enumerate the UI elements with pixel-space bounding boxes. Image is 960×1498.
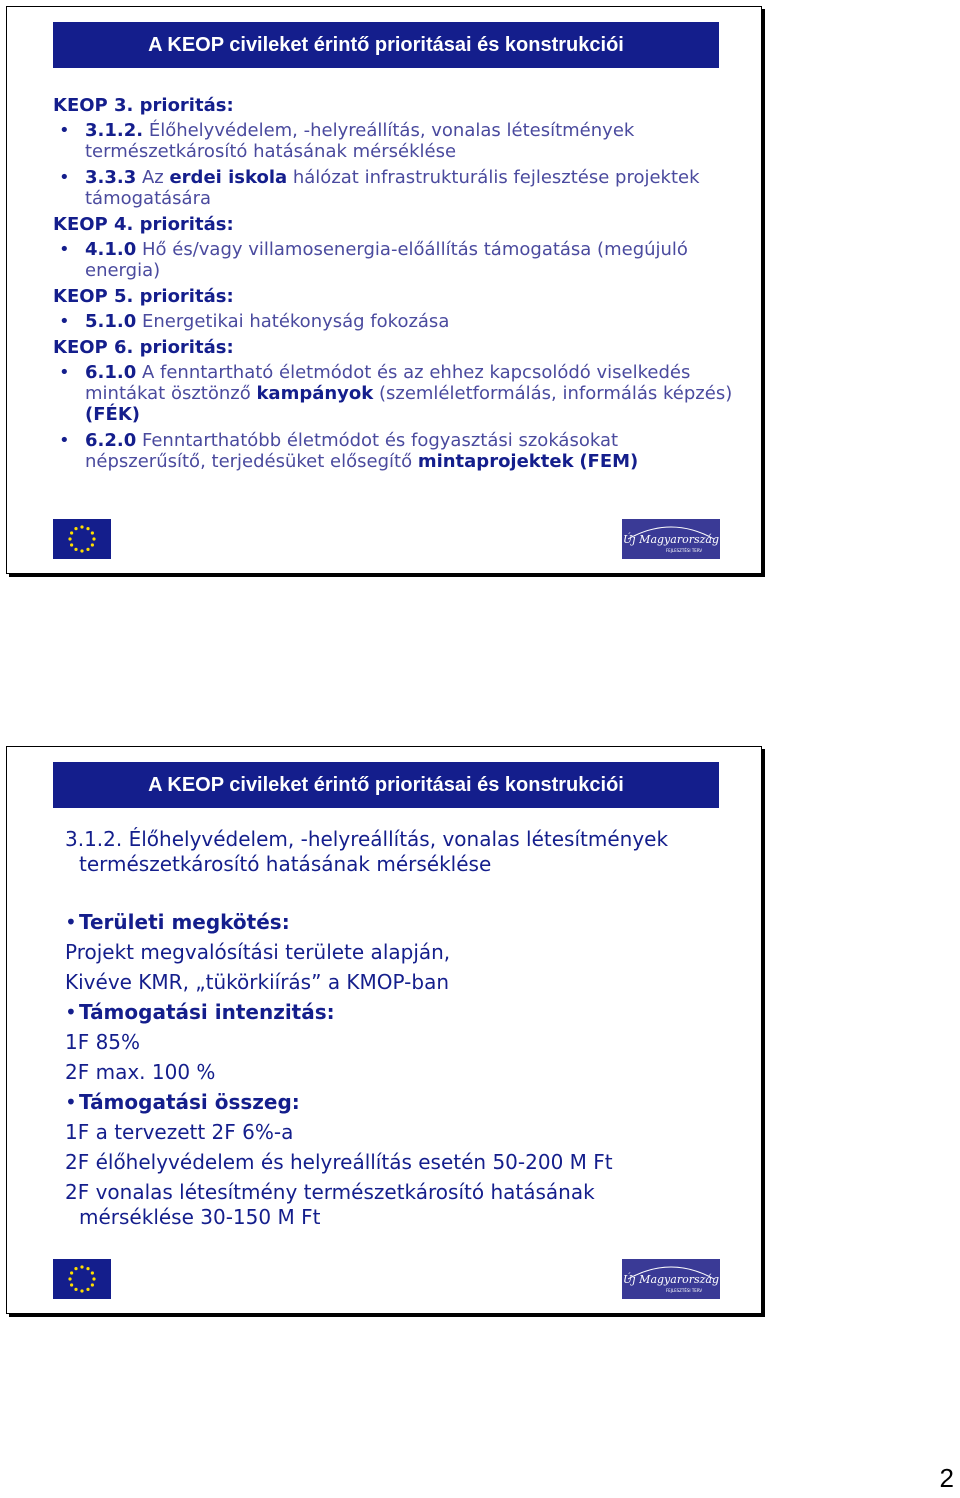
item-number: 4.1.0 [85,239,137,260]
list-item [53,167,733,209]
priority-heading: KEOP 5. prioritás: [53,286,234,307]
eu-star [70,543,73,546]
item-number: 3.1.2. [85,120,144,141]
bullet-row: • Területi megkötés: [65,910,290,934]
item-text: mintaprojektek [417,451,574,472]
item-text: (FEM) [579,451,639,472]
eu-star [91,1283,94,1286]
item-text: (szemléletformálás, informálás képzés) [373,383,733,404]
slide-title: A KEOP civileket érintő prioritásai és konstrukciói [53,22,719,68]
item-text: (FÉK) [85,404,140,425]
slide-content [53,91,733,477]
svg-text:Új Magyarország: Új Magyarország [623,533,719,546]
eu-star [86,1267,89,1270]
text-line: 2F élőhelyvédelem és helyreállítás esetén 50-200 M Ft [65,1150,613,1174]
item-text: Az [136,167,170,188]
bullet-row: • Támogatási összeg: [65,1090,300,1114]
uj-magyarorszag-logo [622,519,720,559]
text-line: 2F vonalas létesítmény természetkárosító hatásának [65,1180,595,1204]
item-text: Hő és/vagy villamosenergia-előállítás támogatása (megújuló energia) [85,239,688,281]
svg-text:FEJLESZTÉSI TERV: FEJLESZTÉSI TERV [665,548,703,553]
text-line: 1F 85% [65,1030,141,1054]
lead-line: természetkárosító hatásának mérséklése [79,852,492,876]
item-text: Energetikai hatékonyság fokozása [136,311,450,332]
list-item [53,239,733,281]
item-number: 6.1.0 [85,362,137,383]
slide-content [65,827,745,1230]
bullet-icon: • [59,311,70,332]
text-line: Projekt megvalósítási területe alapján, [65,940,451,964]
eu-star [80,1289,83,1292]
eu-star [86,527,89,530]
eu-flag-icon [53,1259,111,1299]
text-line: mérséklése 30-150 M Ft [79,1205,321,1229]
eu-star [91,543,94,546]
lead-line: 3.1.2. Élőhelyvédelem, -helyreállítás, vonalas létesítmények [65,827,669,851]
eu-star [70,531,73,534]
list-item [53,311,733,332]
list-item [53,120,733,162]
item-text: hálózat infrastrukturális fejlesztése projektek támogatására [85,167,700,209]
uj-magyarorszag-logo [622,1259,720,1299]
eu-star [74,548,77,551]
item-number: 5.1.0 [85,311,137,332]
text-line: 1F a tervezett 2F 6%-a [65,1120,294,1144]
eu-star [68,1277,71,1280]
slide-2 [6,746,762,1314]
eu-star [70,1283,73,1286]
priority-heading: KEOP 3. prioritás: [53,95,234,116]
bullet-icon: • [59,239,70,260]
bullet-heading: Területi megkötés: [79,910,290,934]
slide-1 [6,6,762,574]
slide-title: A KEOP civileket érintő prioritásai és konstrukciói [53,762,719,808]
bullet-heading: Támogatási összeg: [79,1090,300,1114]
eu-flag-icon [53,519,111,559]
eu-star [80,549,83,552]
eu-star [86,1288,89,1291]
eu-star [86,548,89,551]
svg-text:Új Magyarország: Új Magyarország [623,1273,719,1286]
eu-star [70,1271,73,1274]
item-text: A fenntartható életmódot és az ehhez kapcsolódó viselkedés mintákat ösztönző [85,362,691,404]
eu-star [74,1267,77,1270]
bullet-icon: • [59,430,70,451]
lead-text [65,827,745,877]
eu-star [80,525,83,528]
eu-star [74,1288,77,1291]
list-item [53,430,733,472]
eu-star [92,537,95,540]
priority-heading: KEOP 6. prioritás: [53,337,234,358]
bullet-icon: • [59,362,70,383]
bullet-row: • Támogatási intenzitás: [65,1000,335,1024]
item-text: Élőhelyvédelem, -helyreállítás, vonalas létesítmények természetkárosító hatásának mérséklése [85,120,635,162]
item-text: Fenntarthatóbb életmódot és fogyasztási szokásokat népszerűsítő, terjedésüket elősegítő [85,430,619,472]
bullet-icon: • [59,120,70,141]
item-number: 3.3.3 [85,167,137,188]
item-text: erdei iskola [169,167,288,188]
eu-star [68,537,71,540]
bullet-heading: Támogatási intenzitás: [79,1000,335,1024]
svg-text:FEJLESZTÉSI TERV: FEJLESZTÉSI TERV [665,1288,703,1293]
eu-star [91,531,94,534]
priority-heading: KEOP 4. prioritás: [53,214,234,235]
bullet-icon: • [59,167,70,188]
eu-star [74,527,77,530]
item-text: kampányok [256,383,374,404]
eu-star [92,1277,95,1280]
eu-star [91,1271,94,1274]
item-number: 6.2.0 [85,430,137,451]
page-number: 2 [939,1463,954,1493]
list-item [53,362,733,425]
text-line: 2F max. 100 % [65,1060,216,1084]
text-line: Kivéve KMR, „tükörkiírás” a KMOP-ban [65,970,450,994]
eu-star [80,1265,83,1268]
